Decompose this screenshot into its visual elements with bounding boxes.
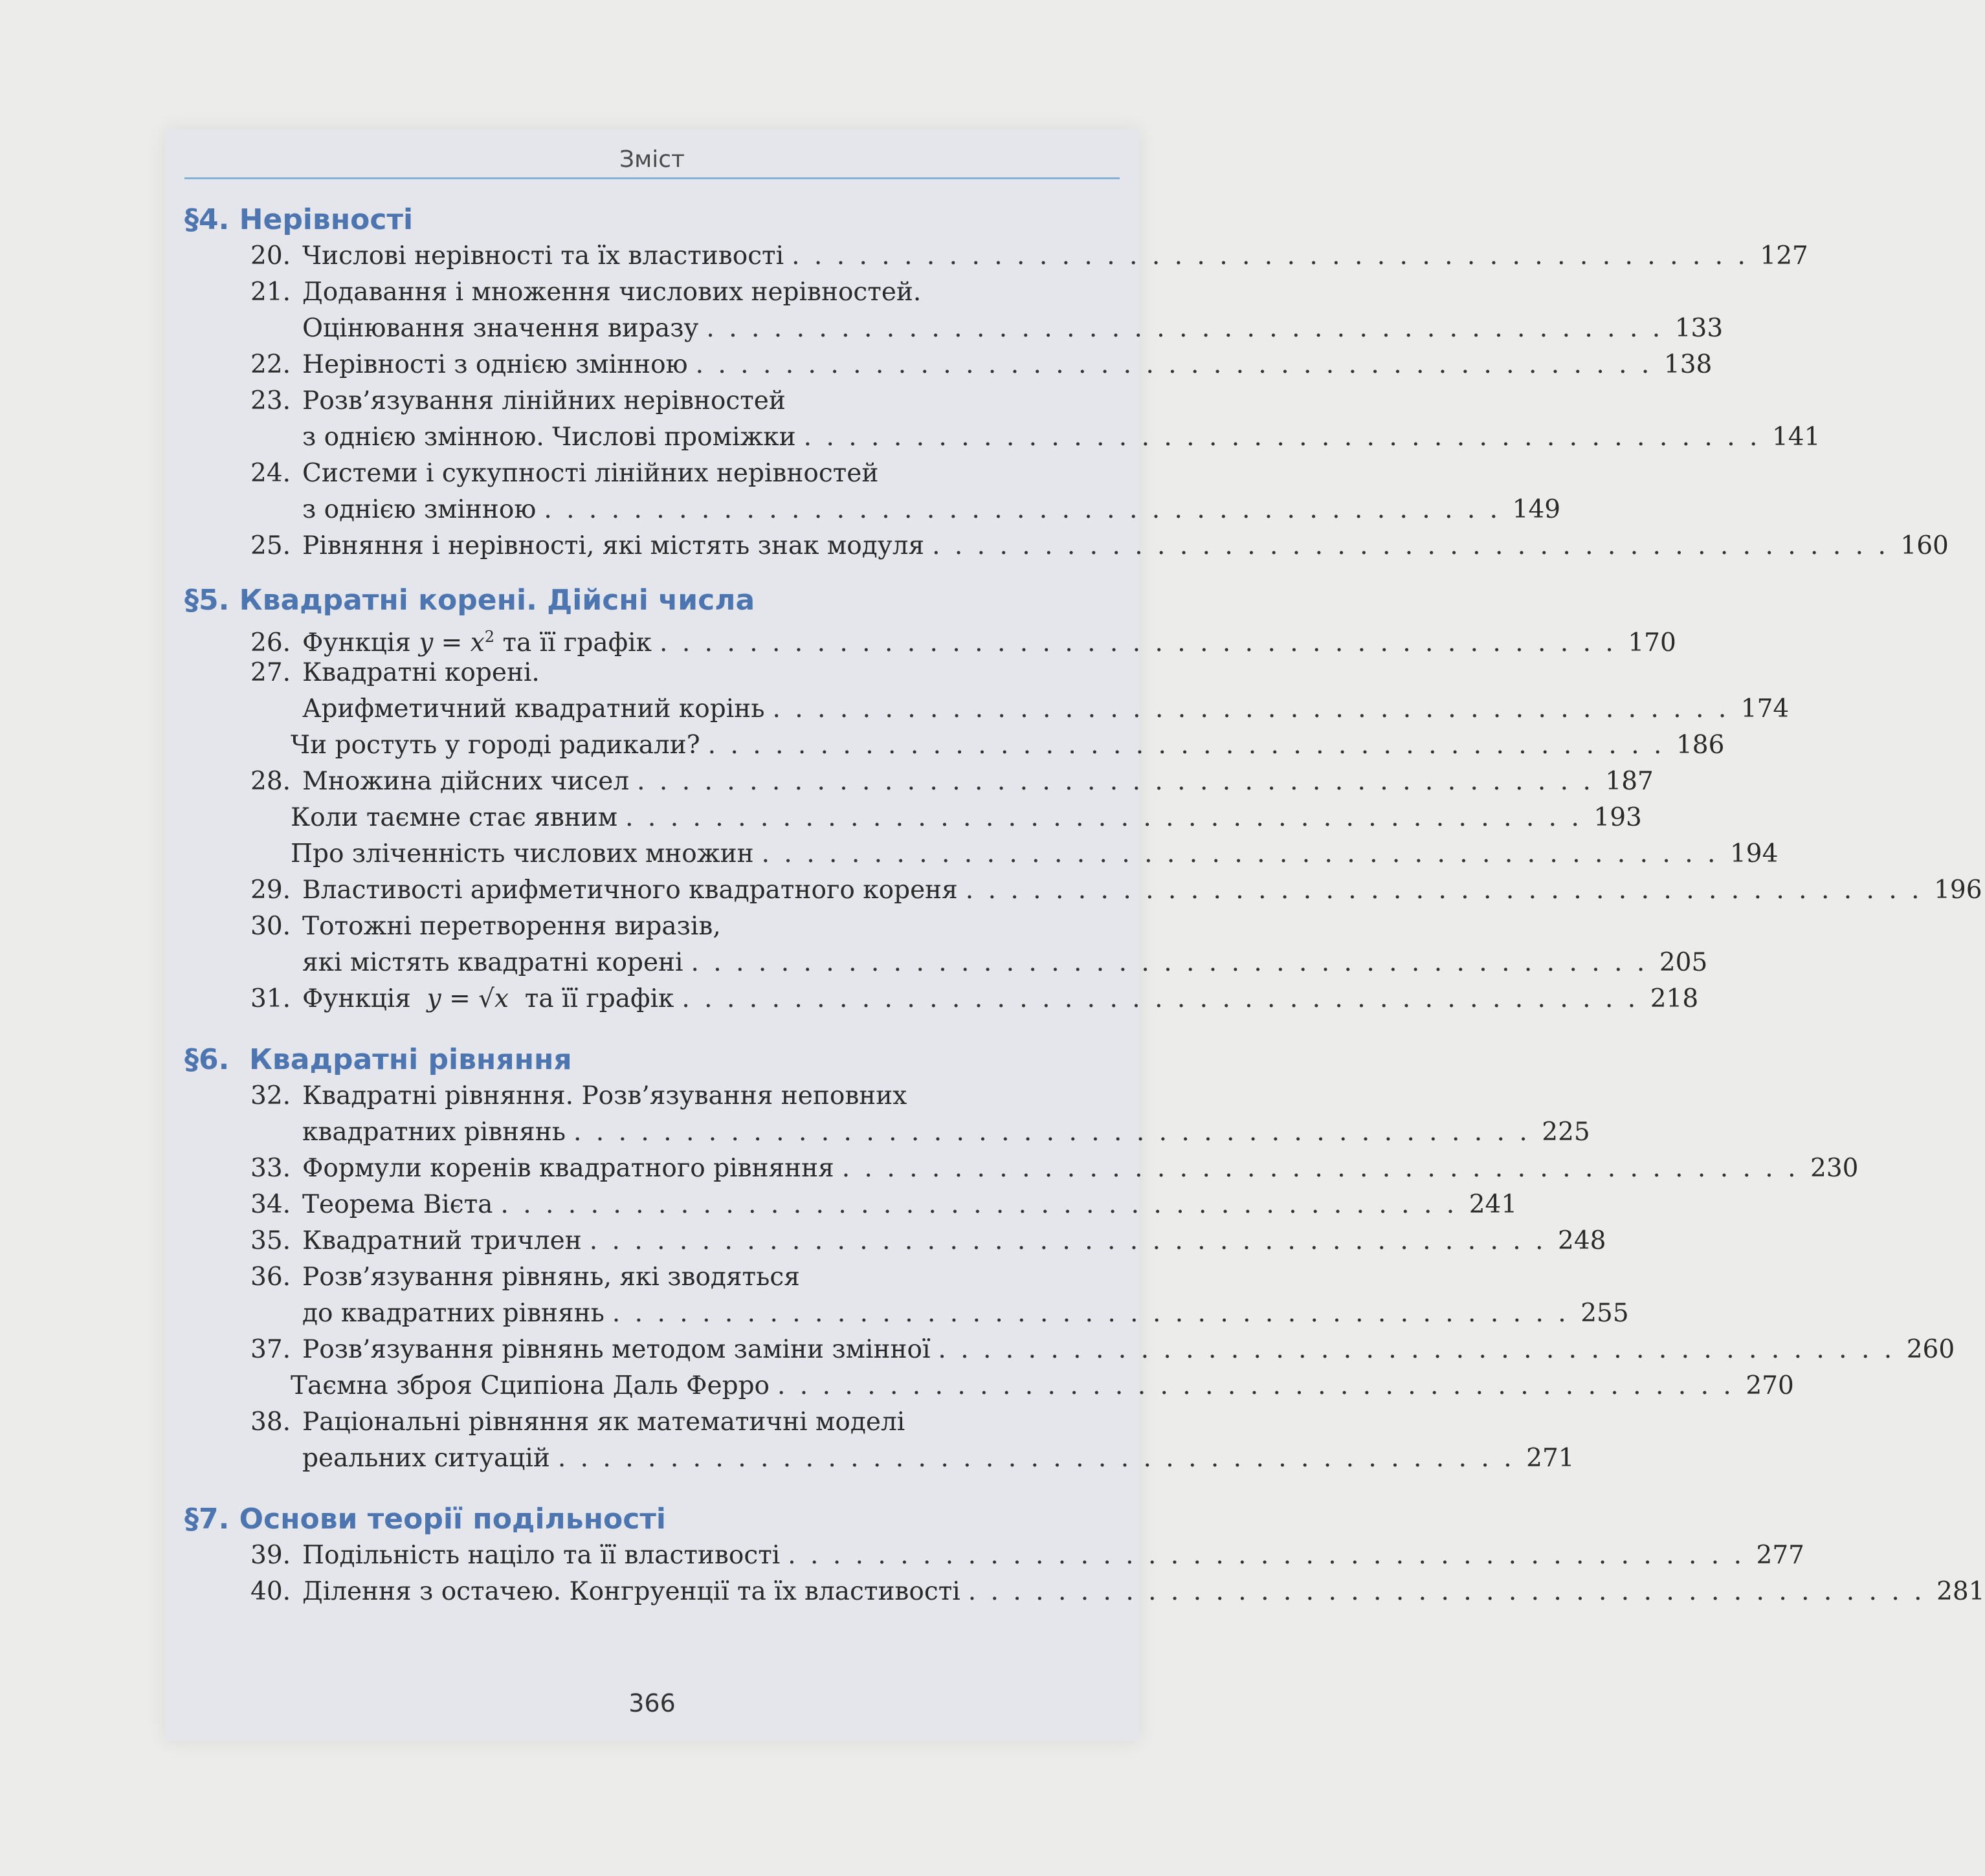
- toc-entry-28: [250, 764, 1654, 800]
- entry-title: Арифметичний квадратний корінь: [302, 694, 765, 723]
- entry-title: Раціональні рівняння як математичні моделі: [302, 1407, 905, 1437]
- book-page: [165, 129, 1985, 1741]
- toc-bullet-entry: [250, 1368, 1794, 1404]
- leader-dots: . . . . . . . . . . . . . . . . . . . . . . . . . . . . . . . . . . . . . . . . . . .: [803, 423, 1761, 452]
- toc-entry-27-cont: [250, 691, 1790, 727]
- entry-page: 241: [1469, 1190, 1518, 1219]
- entry-page: 270: [1746, 1371, 1794, 1400]
- entry-title: квадратних рівнянь: [302, 1118, 566, 1147]
- leader-dots: . . . . . . . . . . . . . . . . . . . . . . . . . . . . . . . . . . . . . . . . . . .: [557, 1444, 1515, 1473]
- entry-page: 277: [1756, 1541, 1804, 1570]
- entry-page: 160: [1900, 531, 1949, 560]
- toc-bullet-entry: [250, 836, 1779, 872]
- entry-title: Формули коренів квадратного рівняння: [302, 1154, 834, 1183]
- toc-entry-37: [250, 1332, 1955, 1368]
- toc-bullet-entry: [250, 727, 1725, 764]
- page-number: 366: [628, 1689, 676, 1717]
- entry-title-text: Функція: [302, 984, 427, 1013]
- entry-page: 248: [1558, 1226, 1606, 1255]
- entry-title: Розв’язування рівнянь, які зводяться: [302, 1263, 800, 1292]
- entry-title: Теорема Вієта: [302, 1190, 493, 1219]
- toc-entry-36-cont: [250, 1296, 1629, 1332]
- toc-entry-24: [250, 456, 1120, 492]
- entry-title: Нерівності з однією змінною: [302, 350, 688, 379]
- leader-dots: . . . . . . . . . . . . . . . . . . . . . . . . . . . . . . . . . . . . . . . . . . .: [637, 767, 1594, 796]
- toc-entry-20: [250, 238, 1808, 274]
- entry-title: Таємна зброя Сципіона Даль Ферро: [291, 1371, 770, 1400]
- toc-entry-27: [250, 655, 1120, 691]
- entry-number: 40.: [250, 1577, 291, 1606]
- leader-dots: . . . . . . . . . . . . . . . . . . . . . . . . . . . . . . . . . . . . . . . . . . .: [707, 731, 1665, 760]
- leader-dots: . . . . . . . . . . . . . . . . . . . . . . . . . . . . . . . . . . . . . . . . . . .: [660, 628, 1617, 657]
- entry-page: 281: [1936, 1577, 1985, 1606]
- leader-dots: . . . . . . . . . . . . . . . . . . . . . . . . . . . . . . . . . . . . . . . . . . .: [761, 839, 1719, 868]
- leader-dots: . . . . . . . . . . . . . . . . . . . . . . . . . . . . . . . . . . . . . . . . . . .: [706, 314, 1664, 343]
- entry-title: Коли таємне стає явним: [291, 803, 618, 832]
- leader-dots: . . . . . . . . . . . . . . . . . . . . . . . . . . . . . . . . . . . . . . . . . . .: [968, 1577, 1925, 1606]
- toc-entry-39: [250, 1538, 1804, 1574]
- toc-entry-32: [250, 1078, 1120, 1114]
- leader-dots: . . . . . . . . . . . . . . . . . . . . . . . . . . . . . . . . . . . . . . . . . . .: [573, 1118, 1531, 1147]
- toc-entry-23: [250, 383, 1120, 419]
- entry-number: 20.: [250, 241, 291, 270]
- entry-page: 218: [1650, 984, 1699, 1013]
- entry-title: Властивості арифметичного квадратного кореня: [302, 876, 958, 905]
- leader-dots: . . . . . . . . . . . . . . . . . . . . . . . . . . . . . . . . . . . . . . . . . . .: [841, 1154, 1799, 1183]
- entry-number: 36.: [250, 1263, 291, 1292]
- entry-number: 21.: [250, 278, 291, 307]
- entry-title: Числові нерівності та їх властивості: [302, 241, 784, 270]
- entry-title: Множина дійсних чисел: [302, 767, 630, 796]
- entry-title: Чи ростуть у городі радикали?: [291, 731, 700, 760]
- entry-page: 271: [1526, 1444, 1575, 1473]
- entry-number: 29.: [250, 876, 291, 905]
- entry-title: Квадратний тричлен: [302, 1226, 582, 1255]
- entry-page: 170: [1628, 628, 1676, 657]
- entry-page: 133: [1674, 314, 1724, 343]
- formula-exponent: 2: [484, 628, 495, 646]
- leader-dots: . . . . . . . . . . . . . . . . . . . . . . . . . . . . . . . . . . . . . . . . . . .: [777, 1371, 1735, 1400]
- entry-title: Тотожні перетворення виразів,: [302, 912, 721, 941]
- toc-entry-30: [250, 909, 1120, 945]
- leader-dots: . . . . . . . . . . . . . . . . . . . . . . . . . . . . . . . . . . . . . . . . . . .: [682, 984, 1639, 1013]
- entry-title: з однією змінною. Числові проміжки: [302, 423, 796, 452]
- entry-title: [302, 981, 674, 1017]
- entry-title: з однією змінною: [302, 495, 537, 524]
- entry-number: 26.: [250, 628, 291, 657]
- entry-number: 35.: [250, 1226, 291, 1255]
- entry-title: Додавання і множення числових нерівностей.: [302, 278, 922, 307]
- entry-page: 141: [1771, 423, 1821, 452]
- toc-entry-23-cont: [250, 419, 1821, 456]
- entry-page: 149: [1512, 495, 1561, 524]
- toc-entry-40: [250, 1574, 1985, 1610]
- entry-title: Квадратні рівняння. Розв’язування неповних: [302, 1081, 907, 1110]
- entry-page: 225: [1542, 1118, 1590, 1147]
- entry-page: 193: [1593, 803, 1642, 832]
- leader-dots: . . . . . . . . . . . . . . . . . . . . . . . . . . . . . . . . . . . . . . . . . . .: [544, 495, 1502, 524]
- entry-page: 186: [1676, 731, 1725, 760]
- entry-title: Розв’язування лінійних нерівностей: [302, 386, 786, 415]
- leader-dots: . . . . . . . . . . . . . . . . . . . . . . . . . . . . . . . . . . . . . . . . . . .: [938, 1335, 1896, 1364]
- toc-entry-34: [250, 1187, 1518, 1223]
- leader-dots: . . . . . . . . . . . . . . . . . . . . . . . . . . . . . . . . . . . . . . . . . . .: [625, 803, 1582, 832]
- entry-number: 24.: [250, 459, 291, 488]
- entry-number: 22.: [250, 350, 291, 379]
- entry-number: 33.: [250, 1154, 291, 1183]
- toc-entry-35: [250, 1223, 1606, 1259]
- leader-dots: . . . . . . . . . . . . . . . . . . . . . . . . . . . . . . . . . . . . . . . . . . .: [792, 241, 1749, 270]
- entry-number: 28.: [250, 767, 291, 796]
- toc-entry-30-cont: [250, 945, 1708, 981]
- entry-page: 138: [1663, 350, 1713, 379]
- entry-title: до квадратних рівнянь: [302, 1299, 604, 1328]
- section-heading-6: §6. Квадратні рівняння: [184, 1043, 572, 1076]
- toc-entry-21: [250, 274, 1120, 311]
- toc-entry-32-cont: [250, 1114, 1590, 1151]
- toc-entry-38-cont: [250, 1440, 1575, 1477]
- entry-title-text: та її графік: [509, 984, 674, 1013]
- entry-title: Про зліченність числових множин: [291, 839, 754, 868]
- toc-entry-21-cont: [250, 311, 1724, 347]
- entry-title: Системи і сукупності лінійних нерівностей: [302, 459, 879, 488]
- entry-title: Рівняння і нерівності, які містять знак модуля: [302, 531, 925, 560]
- entry-number: 31.: [250, 984, 291, 1013]
- section-heading-4: §4. Нерівності: [184, 203, 414, 236]
- toc-bullet-entry: [250, 800, 1642, 836]
- entry-title: Розв’язування рівнянь методом заміни змінної: [302, 1335, 931, 1364]
- entry-title: Оцінювання значення виразу: [302, 314, 699, 343]
- entry-number: 37.: [250, 1335, 291, 1364]
- leader-dots: . . . . . . . . . . . . . . . . . . . . . . . . . . . . . . . . . . . . . . . . . . .: [788, 1541, 1745, 1570]
- entry-number: 25.: [250, 531, 291, 560]
- entry-page: 255: [1580, 1299, 1629, 1328]
- entry-page: 230: [1810, 1154, 1859, 1183]
- entry-title: Подільність націло та її властивості: [302, 1541, 781, 1570]
- entry-page: 194: [1729, 839, 1779, 868]
- entry-title-text: та її графік: [494, 628, 652, 657]
- toc-entry-38: [250, 1404, 1120, 1440]
- toc-entry-26: [250, 619, 1676, 657]
- entry-title: які містять квадратні корені: [302, 948, 683, 977]
- entry-title: Квадратні корені.: [302, 658, 540, 687]
- leader-dots: . . . . . . . . . . . . . . . . . . . . . . . . . . . . . . . . . . . . . . . . . . .: [965, 876, 1923, 905]
- toc-entry-29: [250, 872, 1982, 909]
- page-header: Зміст: [184, 137, 1120, 179]
- entry-page: 127: [1760, 241, 1808, 270]
- toc-entry-25: [250, 528, 1949, 564]
- leader-dots: . . . . . . . . . . . . . . . . . . . . . . . . . . . . . . . . . . . . . . . . . . .: [695, 350, 1653, 379]
- entry-number: 38.: [250, 1407, 291, 1437]
- entry-number: 23.: [250, 386, 291, 415]
- toc-entry-33: [250, 1151, 1859, 1187]
- leader-dots: . . . . . . . . . . . . . . . . . . . . . . . . . . . . . . . . . . . . . . . . . . .: [772, 694, 1730, 723]
- toc-entry-22: [250, 347, 1713, 383]
- entry-page: 260: [1906, 1335, 1955, 1364]
- leader-dots: . . . . . . . . . . . . . . . . . . . . . . . . . . . . . . . . . . . . . . . . . . .: [932, 531, 1889, 560]
- entry-title-text: Функція: [302, 628, 419, 657]
- entry-number: 34.: [250, 1190, 291, 1219]
- toc-entry-36: [250, 1259, 1120, 1296]
- entry-number: 30.: [250, 912, 291, 941]
- entry-number: 39.: [250, 1541, 291, 1570]
- leader-dots: . . . . . . . . . . . . . . . . . . . . . . . . . . . . . . . . . . . . . . . . . . .: [612, 1299, 1569, 1328]
- section-heading-7: §7. Основи теорії подільності: [184, 1503, 666, 1536]
- toc-entry-24-cont: [250, 492, 1561, 528]
- entry-page: 187: [1605, 767, 1654, 796]
- leader-dots: . . . . . . . . . . . . . . . . . . . . . . . . . . . . . . . . . . . . . . . . . . .: [691, 948, 1648, 977]
- leader-dots: . . . . . . . . . . . . . . . . . . . . . . . . . . . . . . . . . . . . . . . . . . .: [589, 1226, 1547, 1255]
- formula: y = x: [419, 628, 485, 657]
- entry-page: 174: [1740, 694, 1790, 723]
- entry-number: 27.: [250, 658, 291, 687]
- entry-number: 32.: [250, 1081, 291, 1110]
- entry-title: Ділення з остачею. Конгруенції та їх властивості: [302, 1577, 960, 1606]
- entry-page: 196: [1934, 876, 1982, 905]
- section-heading-5: §5. Квадратні корені. Дійсні числа: [184, 584, 755, 617]
- entry-title: реальних ситуацій: [302, 1444, 550, 1473]
- leader-dots: . . . . . . . . . . . . . . . . . . . . . . . . . . . . . . . . . . . . . . . . . . .: [500, 1190, 1458, 1219]
- formula: y = √x: [427, 984, 509, 1013]
- entry-page: 205: [1659, 948, 1708, 977]
- toc-entry-31: [250, 981, 1699, 1017]
